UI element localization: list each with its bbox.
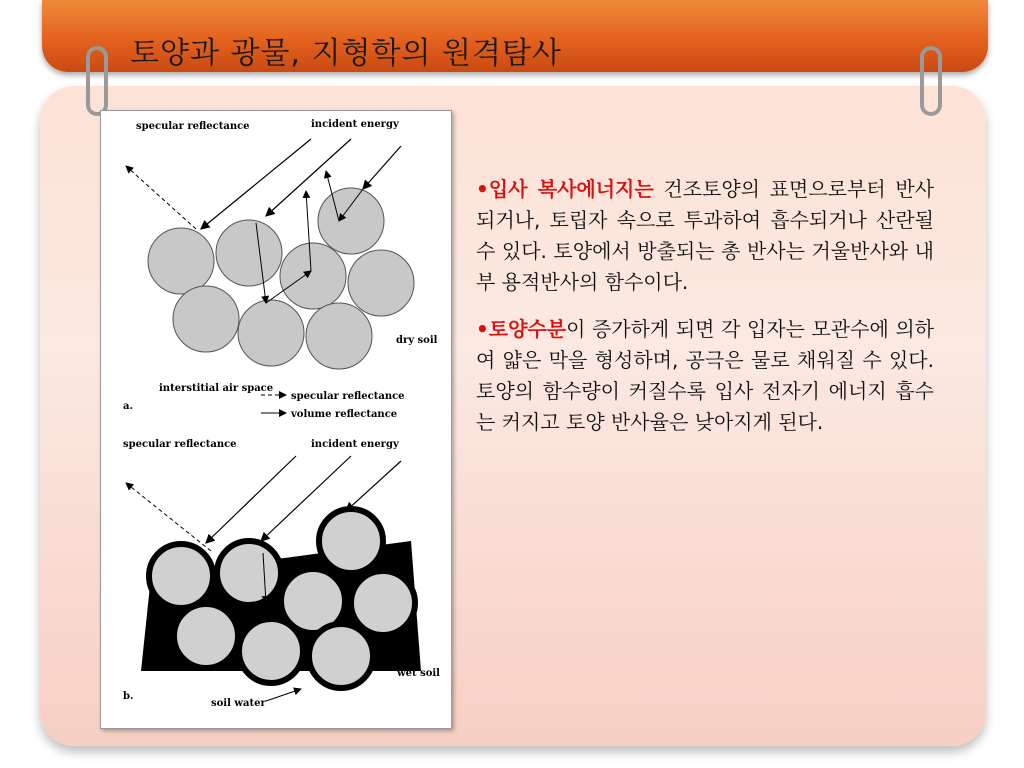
paragraph-text: 이 증가하게 되면 각 입자는 모관수에 의하여 얇은 막을 형성하며, 공극은 물로 채워질 수 있다. 토양의 함수량이 커질수록 입사 전자기 에너지 흡수는 커지고 토양 반사율은 낮아지게 된다. — [476, 317, 934, 434]
paragraph-text: 건조토양의 표면으로부터 반사되거나, 토립자 속으로 투과하여 흡수되거나 산란될 수 있다. 토양에서 방출되는 총 반사는 거울반사와 내부 용적반사의 함수이다. — [476, 177, 934, 294]
panel-a-dry-soil — [123, 119, 438, 420]
label-panel-b: b. — [123, 691, 134, 702]
paragraph-dry-soil — [476, 174, 934, 298]
soil-reflectance-diagram — [101, 111, 451, 728]
label-soil-water: soil water — [211, 698, 266, 709]
legend-specular-reflectance: specular reflectance — [291, 391, 405, 402]
label-dry-soil: dry soil — [396, 335, 438, 346]
soil-reflectance-figure — [100, 110, 452, 729]
bullet: • — [476, 317, 489, 341]
legend-volume-reflectance: volume reflectance — [291, 409, 398, 420]
body-text — [476, 174, 934, 454]
binder-ring-right — [920, 46, 942, 116]
highlight-soil-moisture: 토양수분 — [488, 317, 567, 341]
slide-title: 토양과 광물, 지형학의 원격탐사 — [130, 36, 562, 71]
label-interstitial-air-space: interstitial air space — [159, 383, 274, 394]
label-incident-energy-b: incident energy — [311, 439, 399, 450]
binder-ring-left — [86, 46, 108, 116]
label-specular-reflectance-b: specular reflectance — [123, 439, 237, 450]
paragraph-soil-moisture — [476, 314, 934, 438]
bullet: • — [476, 177, 489, 201]
label-incident-energy-a: incident energy — [311, 119, 399, 130]
label-wet-soil: wet soil — [397, 668, 440, 679]
highlight-incident-radiation: 입사 복사에너지는 — [488, 177, 654, 201]
label-panel-a: a. — [123, 401, 133, 412]
panel-b-wet-soil — [123, 439, 440, 709]
label-specular-reflectance-a: specular reflectance — [136, 121, 250, 132]
